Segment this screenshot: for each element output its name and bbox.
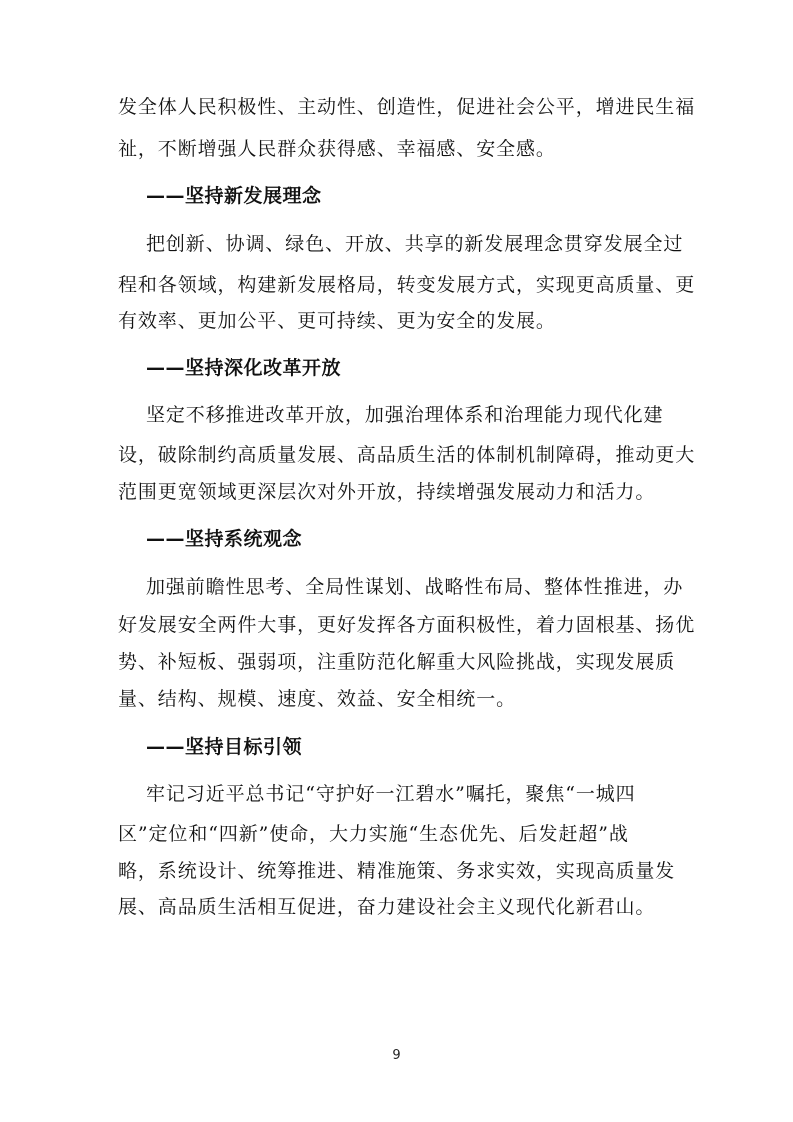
intro-line-2: 祉，不断增强人民群众获得感、幸福感、安全感。 (118, 138, 556, 160)
section-3-line-2: 好发展安全两件大事，更好发挥各方面积极性，着力固根基、扬优 (118, 614, 696, 636)
page-number: 9 (392, 1048, 401, 1063)
section-4-line-3: 略，系统设计、统筹推进、精准施策、务求实效，实现高质量发 (118, 860, 676, 882)
section-heading-new-development: ——坚持新发展理念 (146, 185, 322, 207)
section-1-line-2: 程和各领域，构建新发展格局，转变发展方式，实现更高质量、更 (118, 274, 696, 296)
section-heading-goal-orientation: ——坚持目标引领 (146, 736, 303, 758)
section-4-line-1: 牢记习近平总书记“守护好一江碧水”嘱托，聚焦“一城四 (146, 783, 636, 805)
section-2-line-1: 坚定不移推进改革开放，加强治理体系和治理能力现代化建 (146, 404, 664, 426)
section-4-line-4: 展、高品质生活相互促进，奋力建设社会主义现代化新君山。 (118, 896, 656, 918)
section-3-line-1: 加强前瞻性思考、全局性谋划、战略性布局、整体性推进，办 (146, 576, 684, 598)
section-1-line-1: 把创新、协调、绿色、开放、共享的新发展理念贯穿发展全过 (146, 233, 684, 255)
section-3-line-4: 量、结构、规模、速度、效益、安全相统一。 (118, 688, 517, 710)
section-2-line-3: 范围更宽领域更深层次对外开放，持续增强发展动力和活力。 (118, 481, 656, 503)
section-3-line-3: 势、补短板、强弱项，注重防范化解重大风险挑战，实现发展质 (118, 651, 676, 673)
section-2-line-2: 设，破除制约高质量发展、高品质生活的体制机制障碍，推动更大 (118, 444, 696, 466)
section-heading-system-concept: ——坚持系统观念 (146, 528, 303, 550)
intro-line-1: 发全体人民积极性、主动性、创造性，促进社会公平，增进民生福 (118, 96, 696, 118)
section-1-line-3: 有效率、更加公平、更可持续、更为安全的发展。 (118, 310, 556, 332)
section-4-line-2: 区”定位和“四新”使命，大力实施“生态优先、后发赶超”战 (118, 823, 629, 845)
section-heading-reform-opening: ——坚持深化改革开放 (146, 357, 342, 379)
